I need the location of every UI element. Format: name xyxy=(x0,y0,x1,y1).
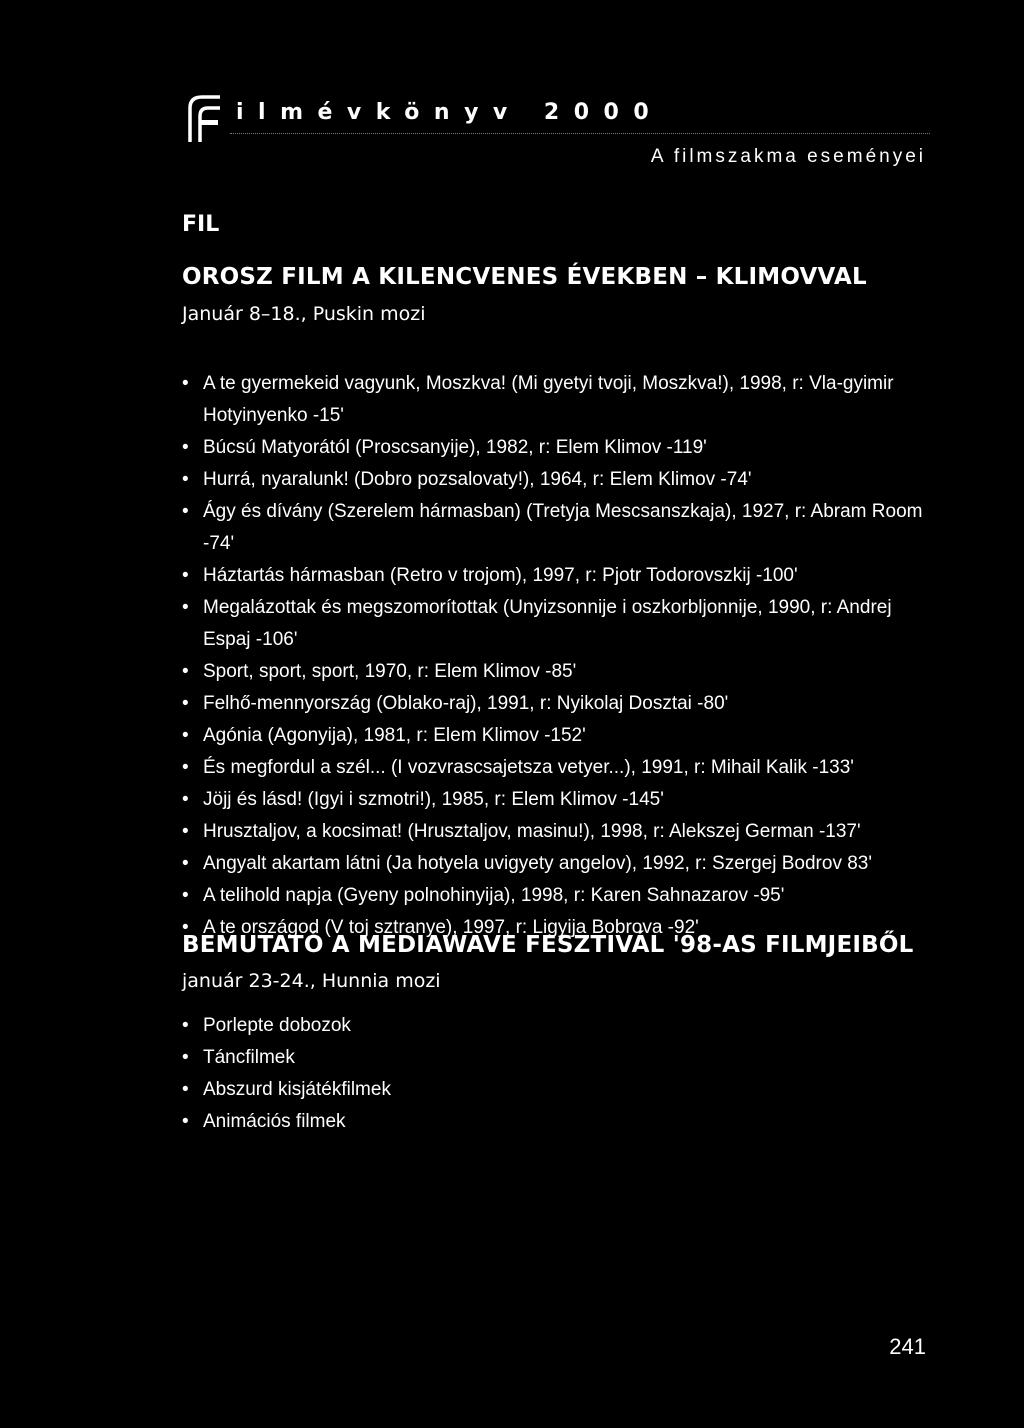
filmevkonyv-logo-icon xyxy=(186,94,224,144)
section-label: FIL xyxy=(182,212,220,237)
list-item: • A telihold napja (Gyeny polnohinyija), 1998, r: Karen Sahnazarov -95' xyxy=(182,880,934,912)
bullet-icon: • xyxy=(182,821,189,842)
page-number: 241 xyxy=(889,1334,926,1359)
list-item: • Angyalt akartam látni (Ja hotyela uvigyety angelov), 1992, r: Szergej Bodrov 83' xyxy=(182,848,934,880)
bullet-icon: • xyxy=(182,1079,189,1100)
bullet-icon: • xyxy=(182,853,189,874)
film-list xyxy=(182,1010,934,1138)
book-title: ilmévkönyv 2000 xyxy=(236,100,664,125)
list-item: • A te országod (V toj sztranye), 1997, r: Ligyija Bobrova -92' xyxy=(182,912,934,944)
list-item: • A te gyermekeid vagyunk, Moszkva! (Mi gyetyi tvoji, Moszkva!), 1998, r: Vla-gyimir Hotyinyenko -15' xyxy=(182,368,934,432)
list-item: • Ágy és dívány (Szerelem hármasban) (Tretyja Mescsanszkaja), 1927, r: Abram Room -74' xyxy=(182,496,934,560)
list-item: • Porlepte dobozok xyxy=(182,1010,934,1042)
list-item: • Táncfilmek xyxy=(182,1042,934,1074)
bullet-icon: • xyxy=(182,1047,189,1068)
bullet-icon: • xyxy=(182,661,189,682)
list-item: • Megalázottak és megszomorítottak (Unyizsonnije i oszkorbljonnije, 1990, r: Andrej Espaj -106' xyxy=(182,592,934,656)
list-item: • Búcsú Matyorától (Proscsanyije), 1982, r: Elem Klimov -119' xyxy=(182,432,934,464)
bullet-icon: • xyxy=(182,789,189,810)
bullet-icon: • xyxy=(182,437,189,458)
bullet-icon: • xyxy=(182,757,189,778)
list-item: • Háztartás hármasban (Retro v trojom), 1997, r: Pjotr Todorovszkij -100' xyxy=(182,560,934,592)
list-item: • Jöjj és lásd! (Igyi i szmotri!), 1985, r: Elem Klimov -145' xyxy=(182,784,934,816)
bullet-icon: • xyxy=(182,501,189,522)
list-item: • És megfordul a szél... (I vozvrascsajetsza vetyer...), 1991, r: Mihail Kalik -133' xyxy=(182,752,934,784)
list-item: • Hrusztaljov, a kocsimat! (Hrusztaljov, masinu!), 1998, r: Alekszej German -137' xyxy=(182,816,934,848)
bullet-icon: • xyxy=(182,469,189,490)
list-item: • Animációs filmek xyxy=(182,1106,934,1138)
program-date-venue: január 23-24., Hunnia mozi xyxy=(182,970,441,992)
program-date-venue: Január 8–18., Puskin mozi xyxy=(182,303,426,325)
list-item: • Abszurd kisjátékfilmek xyxy=(182,1074,934,1106)
program-title: BEMUTATÓ A MEDIAWAVE FESZTIVÁL '98-AS FILMJEIBŐL xyxy=(182,932,914,958)
book-subtitle: A filmszakma eseményei xyxy=(650,146,926,167)
bullet-icon: • xyxy=(182,885,189,906)
header-divider xyxy=(230,133,930,134)
bullet-icon: • xyxy=(182,1015,189,1036)
list-item: • Sport, sport, sport, 1970, r: Elem Klimov -85' xyxy=(182,656,934,688)
list-item: • Hurrá, nyaralunk! (Dobro pozsalovaty!), 1964, r: Elem Klimov -74' xyxy=(182,464,934,496)
bullet-icon: • xyxy=(182,1111,189,1132)
bullet-icon: • xyxy=(182,725,189,746)
program-title: OROSZ FILM A KILENCVENES ÉVEKBEN – KLIMOVVAL xyxy=(182,264,867,290)
bullet-icon: • xyxy=(182,597,189,618)
bullet-icon: • xyxy=(182,693,189,714)
list-item: • Agónia (Agonyija), 1981, r: Elem Klimov -152' xyxy=(182,720,934,752)
bullet-icon: • xyxy=(182,565,189,586)
film-list xyxy=(182,368,934,944)
list-item: • Felhő-mennyország (Oblako-raj), 1991, r: Nyikolaj Dosztai -80' xyxy=(182,688,934,720)
bullet-icon: • xyxy=(182,373,189,394)
bullet-icon: • xyxy=(182,917,189,938)
